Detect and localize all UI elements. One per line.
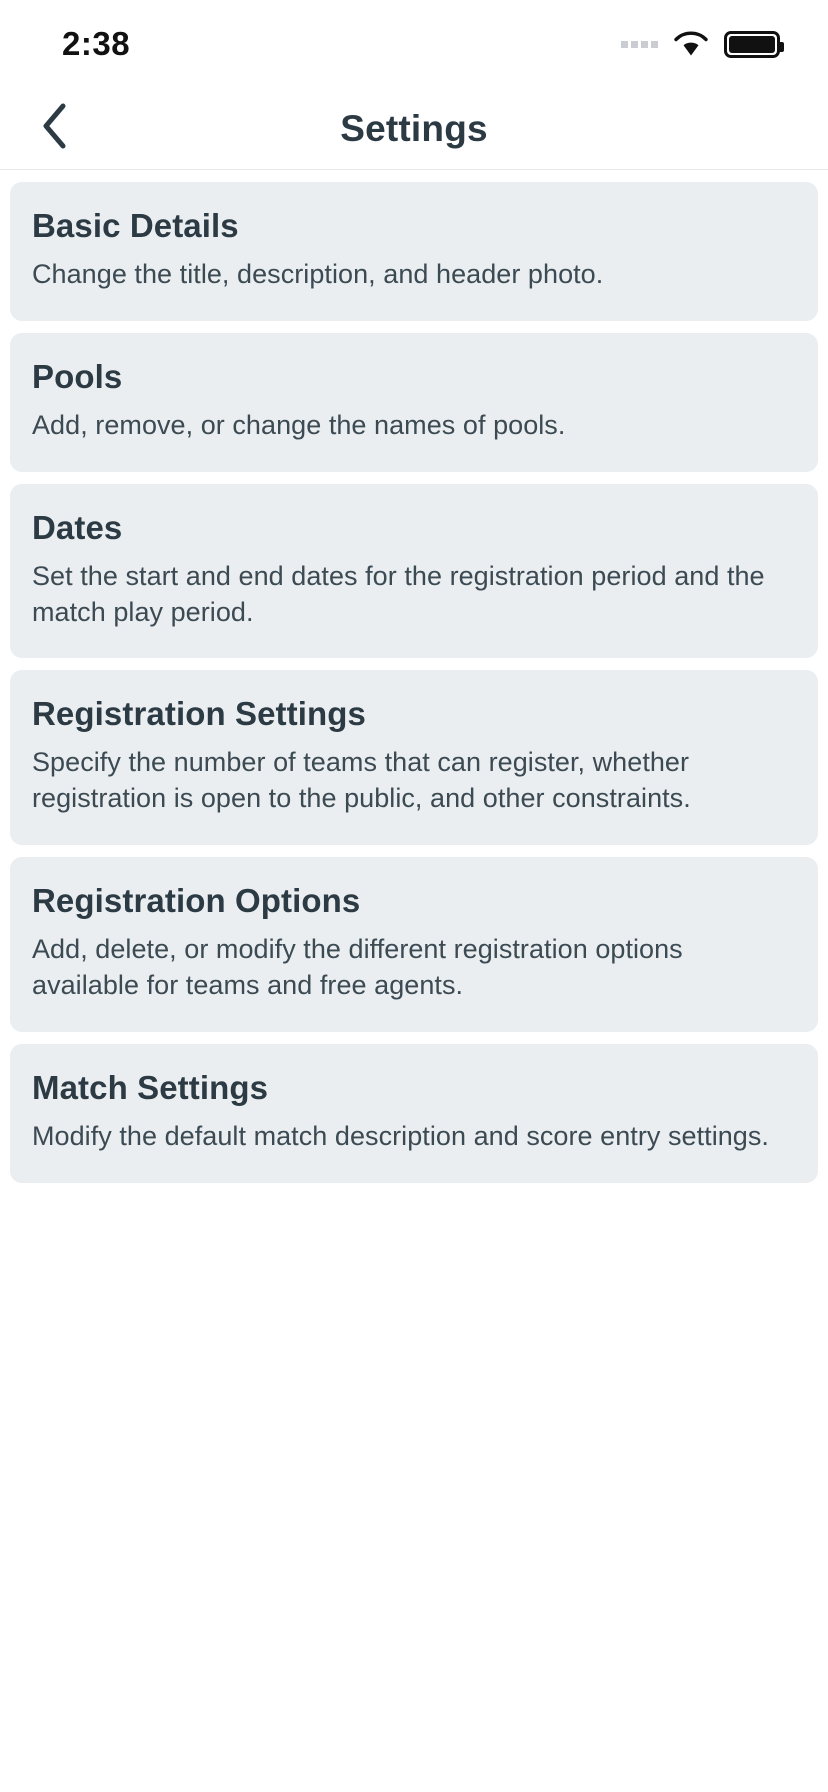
wifi-icon	[674, 31, 708, 57]
status-bar-time: 2:38	[62, 25, 131, 62]
settings-item-title: Pools	[32, 357, 123, 395]
signal-dots-icon	[621, 41, 658, 48]
status-bar	[0, 0, 828, 88]
settings-item-pools[interactable]	[10, 333, 818, 472]
back-button[interactable]	[26, 101, 82, 157]
status-bar-indicators	[621, 31, 780, 58]
chevron-left-icon	[39, 102, 69, 155]
battery-full-icon	[724, 31, 780, 58]
content-spacer	[0, 1183, 828, 1792]
navigation-bar	[0, 88, 828, 170]
settings-item-description: Specify the number of teams that can register, whether registration is open to the public, and other constraints.	[32, 747, 691, 814]
settings-item-title: Match Settings	[32, 1069, 269, 1107]
settings-list	[0, 170, 828, 1183]
settings-item-match-settings[interactable]	[10, 1044, 818, 1183]
settings-item-registration-settings[interactable]	[10, 670, 818, 845]
settings-item-registration-options[interactable]	[10, 857, 818, 1032]
settings-item-title: Dates	[32, 508, 123, 546]
settings-item-description: Change the title, description, and header photo.	[32, 258, 604, 289]
settings-item-description: Add, remove, or change the names of pools.	[32, 409, 566, 440]
settings-item-title: Basic Details	[32, 207, 239, 244]
settings-item-description: Add, delete, or modify the different registration options available for teams and free agents.	[32, 934, 683, 1001]
settings-item-basic-details[interactable]	[10, 182, 818, 321]
settings-item-title: Registration Options	[32, 882, 361, 920]
page-title: Settings	[340, 107, 488, 149]
settings-item-title: Registration Settings	[32, 695, 366, 733]
settings-item-description: Set the start and end dates for the registration period and the match play period.	[32, 560, 765, 627]
settings-item-dates[interactable]	[10, 484, 818, 659]
settings-item-description: Modify the default match description and score entry settings.	[32, 1120, 769, 1151]
